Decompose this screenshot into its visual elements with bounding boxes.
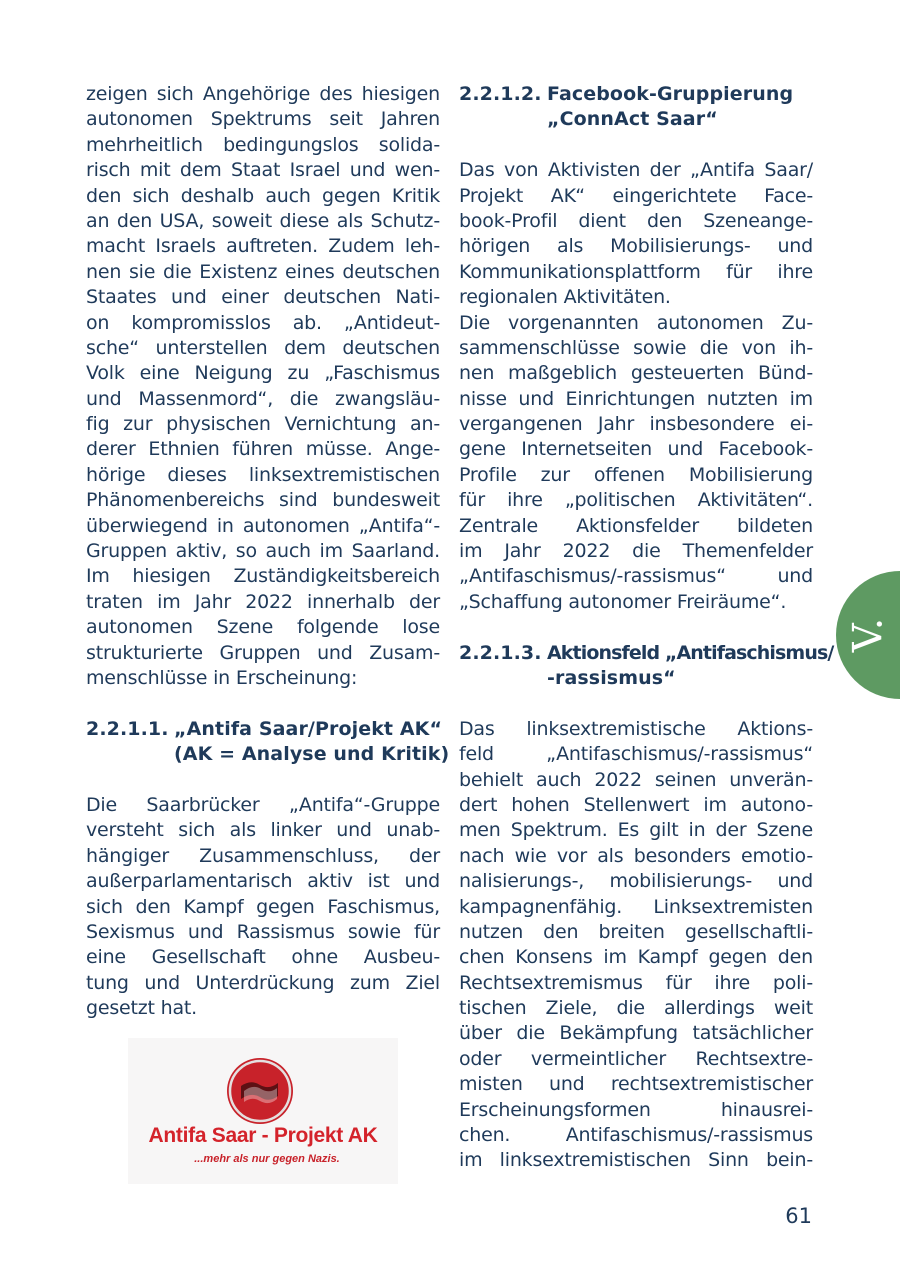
text-line: menschlüsse in Erscheinung:	[86, 666, 358, 689]
paragraph-antifa-saar	[86, 793, 440, 1022]
text-line: Sexismus und Rassismus sowie für	[86, 920, 440, 943]
text-line: risch mit dem Staat Israel und wen-	[86, 159, 440, 182]
text-line: behielt auch 2022 seinen unverän-	[459, 768, 813, 791]
section-title-line2: -rassismus“	[547, 666, 676, 689]
paragraph-intro	[86, 82, 440, 691]
text-line: oder vermeintlicher Rechtsextre-	[459, 1047, 813, 1070]
paragraph-antifaschismus	[459, 717, 813, 1174]
text-line: Phänomenbereichs sind bundesweit	[86, 489, 440, 512]
text-line: men Spektrum. Es gilt in der Szene	[459, 819, 813, 842]
section-number: 2.2.1.2.	[459, 83, 542, 105]
text-line: regionalen Aktivitäten.	[459, 286, 671, 309]
text-line: Im hiesigen Zuständigkeitsbereich	[86, 565, 440, 588]
text-line: „Antifaschismus/-rassismus“ und	[459, 565, 813, 588]
text-line: für ihre „politischen Aktivitäten“.	[459, 489, 813, 512]
section-title-line2: (AK = Analyse und Kritik)	[174, 743, 450, 766]
paragraph-connact-saar	[459, 158, 813, 615]
text-line: kampagnenfähig. Linksextremisten	[459, 895, 813, 918]
text-line: autonomen Szene folgende lose	[86, 616, 440, 639]
section-heading-2-2-1-2	[459, 82, 813, 133]
text-line: hörige dieses linksextremistischen	[86, 463, 440, 486]
section-title-line1: Aktionsfeld „Antifaschismus/	[547, 641, 834, 664]
page-number: 61	[785, 1204, 812, 1228]
antifa-flag-icon	[227, 1058, 293, 1124]
text-line: außerparlamentarisch aktiv ist und	[86, 870, 440, 893]
chapter-tab	[836, 571, 900, 699]
text-line: nen sie die Existenz eines deutschen	[86, 260, 440, 283]
text-line: Staates und einer deutschen Nati-	[86, 286, 440, 309]
text-line: und Massenmord“, die zwangsläu-	[86, 387, 440, 410]
text-line: über die Bekämpfung tatsächlicher	[459, 1022, 813, 1045]
text-line: sche“ unterstellen dem deutschen	[86, 336, 440, 359]
text-line: tischen Ziele, die allerdings weit	[459, 997, 813, 1020]
text-line: book-Profil dient den Szeneange-	[459, 209, 813, 232]
text-line: Rechtsextremismus für ihre poli-	[459, 971, 813, 994]
section-title-line1: „Antifa Saar/Projekt AK“	[174, 717, 443, 740]
text-line: traten im Jahr 2022 innerhalb der	[86, 590, 440, 613]
text-line: feld „Antifaschismus/-rassismus“	[459, 743, 813, 766]
section-number: 2.2.1.3.	[459, 641, 542, 664]
text-line: im linksextremistischen Sinn bein-	[459, 1149, 813, 1172]
text-line: versteht sich als linker und unab-	[86, 819, 440, 842]
text-line: chen. Antifaschismus/-rassismus	[459, 1124, 813, 1147]
text-line: den sich deshalb auch gegen Kritik	[86, 184, 440, 207]
text-line: hörigen als Mobilisierungs- und	[459, 235, 813, 258]
text-line: tung und Unterdrückung zum Ziel	[86, 971, 440, 994]
text-line: „Schaffung autonomer Freiräume“.	[459, 590, 787, 613]
text-line: Volk eine Neigung zu „Faschismus	[86, 362, 440, 385]
chapter-label: V.	[844, 617, 891, 653]
text-line: Kommunikationsplattform für ihre	[459, 260, 813, 283]
text-line: dert hohen Stellenwert im autono-	[459, 793, 813, 816]
section-number: 2.2.1.1.	[86, 717, 169, 740]
text-line: im Jahr 2022 die Themenfelder	[459, 540, 813, 563]
text-line: Zentrale Aktionsfelder bildeten	[459, 514, 813, 537]
text-line: derer Ethnien führen müsse. Ange-	[86, 438, 440, 461]
text-line: misten und rechtsextremistischer	[459, 1073, 813, 1096]
text-line: Das von Aktivisten der „Antifa Saar/	[459, 159, 813, 182]
text-line: Das linksextremistische Aktions-	[459, 717, 813, 740]
text-line: macht Israels auftreten. Zudem leh-	[86, 235, 440, 258]
text-line: zeigen sich Angehörige des hiesigen	[86, 83, 440, 105]
text-line: mehrheitlich bedingungslos solida-	[86, 133, 440, 156]
text-line: Die vorgenannten autonomen Zu-	[459, 311, 813, 334]
text-line: on kompromisslos ab. „Antideut-	[86, 311, 440, 334]
right-column	[459, 82, 834, 1174]
text-line: hängiger Zusammenschluss, der	[86, 844, 440, 867]
text-line: an den USA, soweit diese als Schutz-	[86, 209, 440, 232]
section-heading-2-2-1-3	[459, 641, 834, 692]
section-heading-2-2-1-1	[86, 717, 450, 768]
section-title-line1: Facebook-Gruppierung	[547, 83, 794, 105]
text-line: nutzen den breiten gesellschaftli-	[459, 920, 813, 943]
text-line: überwiegend in autonomen „Antifa“-	[86, 514, 440, 537]
text-line: autonomen Spektrums seit Jahren	[86, 108, 440, 131]
text-line: eine Gesellschaft ohne Ausbeu-	[86, 946, 440, 969]
text-line: Die Saarbrücker „Antifa“-Gruppe	[86, 793, 440, 816]
text-line: sich den Kampf gegen Faschismus,	[86, 895, 440, 918]
text-line: nalisierungs-, mobilisierungs- und	[459, 870, 813, 893]
text-line: fig zur physischen Vernichtung an-	[86, 413, 440, 436]
antifa-saar-logo	[128, 1038, 398, 1184]
text-line: nisse und Einrichtungen nutzten im	[459, 387, 813, 410]
text-line: vergangenen Jahr insbesondere ei-	[459, 413, 813, 436]
text-line: nach wie vor als besonders emotio-	[459, 844, 813, 867]
text-line: chen Konsens im Kampf gegen den	[459, 946, 813, 969]
text-line: nen maßgeblich gesteuerten Bünd-	[459, 362, 813, 385]
text-line: Gruppen aktiv, so auch im Saarland.	[86, 540, 440, 563]
text-line: gesetzt hat.	[86, 997, 198, 1020]
text-line: Erscheinungsformen hinausrei-	[459, 1098, 813, 1121]
text-line: gene Internetseiten und Facebook-	[459, 438, 813, 461]
section-title-line2: „ConnAct Saar“	[547, 108, 718, 131]
logo-subtitle: ...mehr als nur gegen Nazis.	[194, 1153, 340, 1165]
logo-title: Antifa Saar - Projekt AK	[148, 1124, 378, 1147]
text-line: Projekt AK“ eingerichtete Face-	[459, 184, 813, 207]
left-column	[86, 82, 450, 1021]
text-line: strukturierte Gruppen und Zusam-	[86, 641, 440, 664]
text-line: Profile zur offenen Mobilisierung	[459, 463, 813, 486]
text-line: sammenschlüsse sowie die von ih-	[459, 336, 813, 359]
